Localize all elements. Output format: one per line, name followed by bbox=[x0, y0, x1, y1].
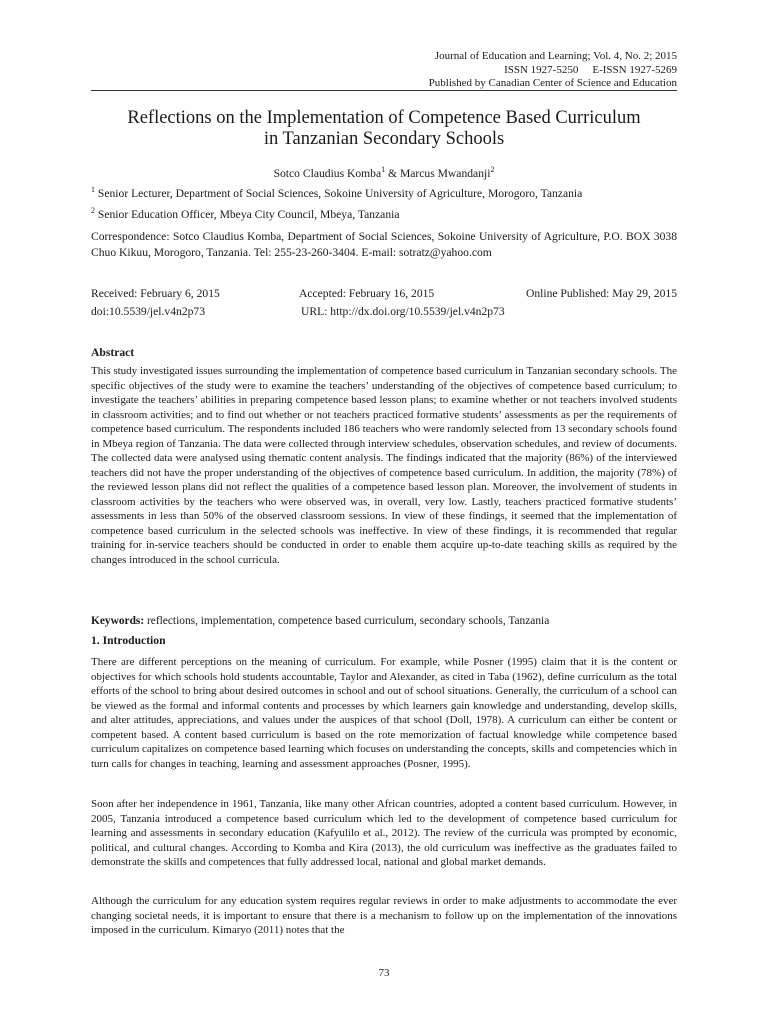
author-1: Sotco Claudius Komba bbox=[273, 167, 382, 180]
title-line-1: Reflections on the Implementation of Competence Based Curriculum bbox=[127, 108, 641, 128]
journal-header bbox=[277, 50, 677, 91]
page-number: 73 bbox=[378, 967, 390, 979]
affiliation-1 bbox=[91, 187, 677, 201]
url-link[interactable]: URL: http://dx.doi.org/10.5539/jel.v4n2p73 bbox=[301, 305, 505, 318]
publication-dates bbox=[91, 285, 677, 321]
published-date: Online Published: May 29, 2015 bbox=[525, 287, 677, 300]
section-heading-introduction: 1. Introduction bbox=[91, 634, 166, 647]
eissn: E-ISSN 1927-5269 bbox=[592, 63, 677, 76]
author-separator: & bbox=[385, 167, 400, 180]
issn: ISSN 1927-5250 bbox=[504, 63, 579, 76]
paragraph: Soon after her independence in 1961, Tanzania, like many other African countries, adopted a content based curriculum. However, in 2005, Tanzania introduced a competence based curriculum which led to the development of competence based curriculum for learning and assessments in secondary education (Kafyulilo et al., 2012). The review of the curricula was prompted by economic, political, and cultural changes. According to Komba and Kira (2013), the old curriculum was ineffective as the graduates failed to demonstrate the skills and competences that fully addressed local, national and global market demands. bbox=[91, 798, 677, 868]
accepted-date: Accepted: February 16, 2015 bbox=[299, 287, 435, 300]
author-line bbox=[91, 167, 677, 180]
identifiers-row bbox=[91, 303, 677, 321]
correspondence: Correspondence: Sotco Claudius Komba, Department of Social Sciences, Sokoine University of Agriculture, P.O. BOX 3038 Chuo Kikuu, Morogoro, Tanzania. Tel: 255-23-260-3404. E-mail: sotratz@yahoo.com bbox=[91, 230, 677, 259]
affiliation-number: 2 bbox=[91, 206, 95, 216]
dates-row bbox=[91, 285, 677, 303]
abstract-heading: Abstract bbox=[91, 346, 135, 359]
received-date: Received: February 6, 2015 bbox=[91, 287, 220, 300]
paragraph: There are different perceptions on the meaning of curriculum. For example, while Posner (1995) claim that it is the content or objectives for which schools hold students accountable, Taylor and Alexander, as cited in Taba (1962), define curriculum as the total efforts of the school to bring about desired outcomes in school and out of school situations. Generally, the curriculum of a school can be viewed as the formal and informal contents and processes by which learners gain knowledge and understanding, develop skills, and alter attitudes, appreciations, and values under the auspices of that school (Doll, 1978). A curriculum can either be content or competent based. A content based curriculum is based on the rote memorization of factual knowledge while competence based curriculum capitalizes on competence based learning which focuses on understanding the concepts, skills and competencies which in turn calls for changes in teaching, learning and assessment approaches (Posner, 1995). bbox=[91, 656, 677, 770]
keywords-text: reflections, implementation, competence based curriculum, secondary schools, Tanzania bbox=[144, 615, 550, 627]
affiliation-text: Senior Education Officer, Mbeya City Council, Mbeya, Tanzania bbox=[97, 208, 400, 221]
affiliation-number: 1 bbox=[91, 185, 95, 195]
paper-title bbox=[91, 108, 677, 150]
paragraph: Although the curriculum for any education system requires regular reviews in order to make adjustments to accommodate the ever changing societal needs, it is important to ensure that there is a mechanism to follow up on the implementation of the innovations imposed in the curriculum. Kimaryo (2011) notes that the bbox=[91, 895, 677, 936]
journal-citation: Journal of Education and Learning; Vol. 4, No. 2; 2015 bbox=[434, 50, 677, 62]
header-divider bbox=[91, 90, 677, 91]
affiliation-2 bbox=[91, 208, 677, 222]
doi[interactable]: doi:10.5539/jel.v4n2p73 bbox=[91, 305, 206, 318]
publisher: Published by Canadian Center of Science and Education bbox=[428, 77, 677, 89]
author-2: Marcus Mwandanji bbox=[399, 167, 491, 180]
keywords-label: Keywords: bbox=[91, 615, 145, 627]
affiliation-text: Senior Lecturer, Department of Social Sciences, Sokoine University of Agriculture, Morogoro, Tanzania bbox=[97, 187, 583, 200]
title-line-2: in Tanzanian Secondary Schools bbox=[263, 129, 505, 149]
abstract-body: This study investigated issues surrounding the implementation of competence based curriculum in Tanzanian secondary schools. The specific objectives of the study were to examine the teachers’ understanding of the objectives of competence based curriculum; to investigate the teachers’ abilities in preparing competence based lesson plans; to examine whether or not teachers involved students in classroom activities; and to find out whether or not teachers practiced formative students’ assessments as per the requirements of competence based curriculum. The respondents included 186 teachers who were randomly selected from 13 secondary schools found in Mbeya region of Tanzania. The data were collected through interview schedules, observation schedules, and review of documents. The collected data were analysed using thematic content analysis. The findings indicated that the majority (86%) of the interviewed teachers did not have the proper understanding of the objectives of competence based curriculum. In addition, the majority (78%) of the reviewed lesson plans did not reflect the qualities of a competence based lesson plan. Moreover, the involvement of students in classroom activities by the teachers who were observed was, in overall, very low. Lastly, teachers practiced formative students’ assessments in less than 50% of the observed classroom sessions. In view of these findings, it seemed that the implementation of competence based curriculum in the selected schools was ineffective. In view of these findings, it is recommended that regular training for in-service teachers should be conducted in order to enable them acquire up-to-date teaching skills as required by the changes introduced in the school curricula. bbox=[91, 365, 677, 566]
author-2-affil: 2 bbox=[490, 165, 495, 175]
keywords bbox=[91, 614, 677, 628]
issn-line bbox=[277, 64, 677, 78]
author-1-affil: 1 bbox=[381, 165, 386, 175]
